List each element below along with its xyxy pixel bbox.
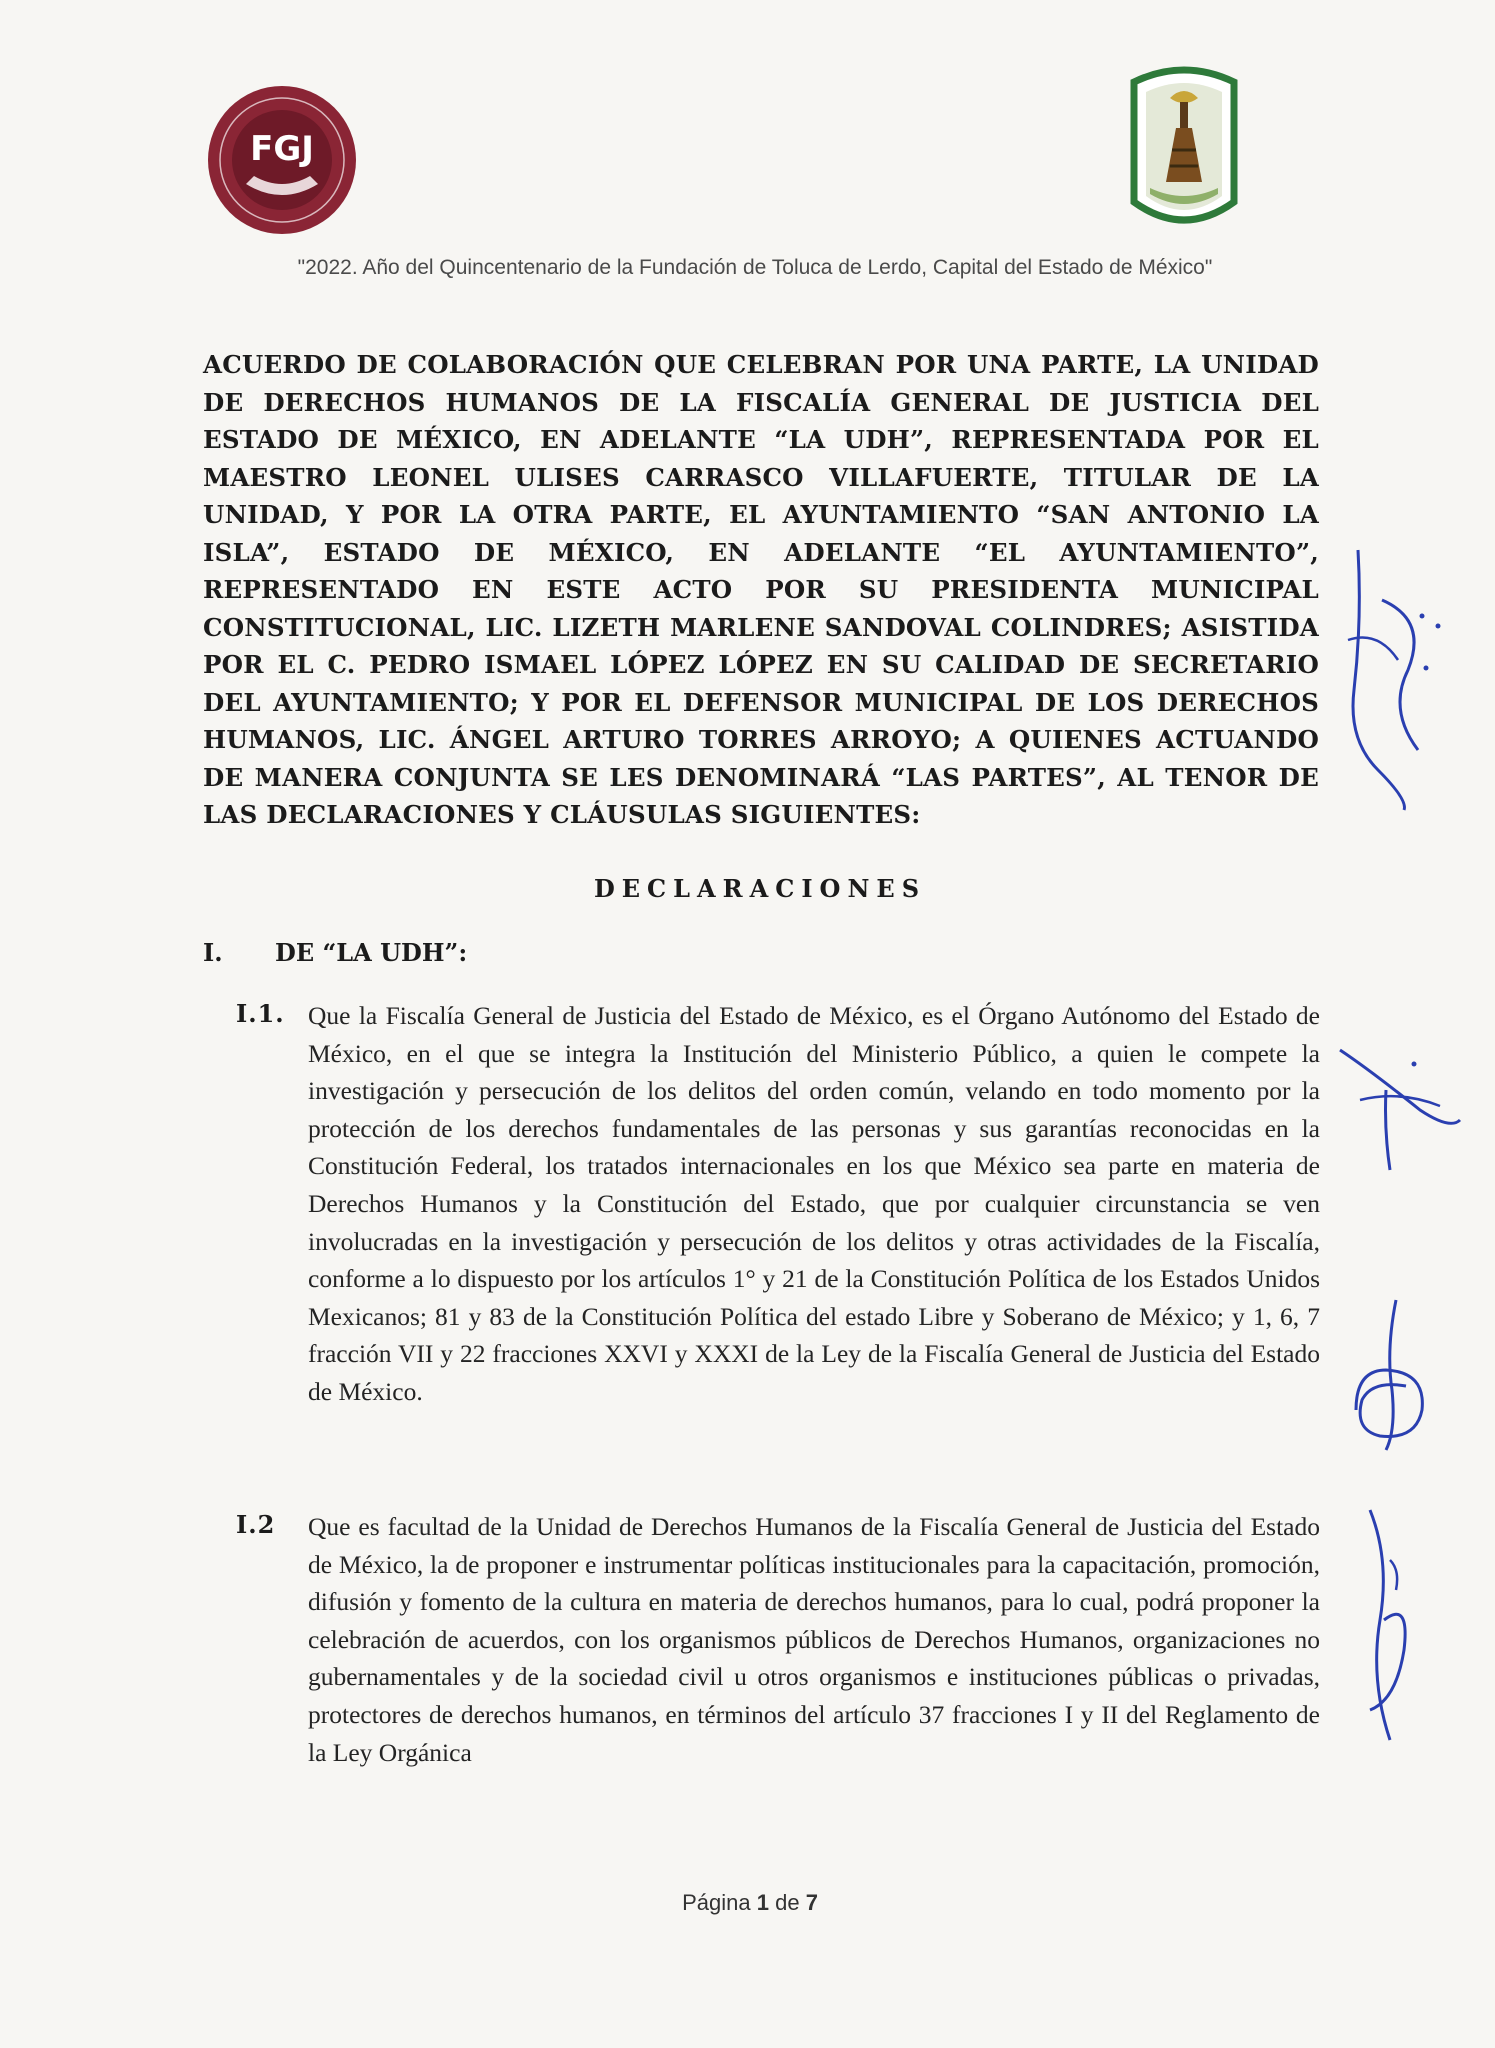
footer-of-word: de (775, 1890, 800, 1915)
section-heading-declaraciones: DECLARACIONES (593, 874, 927, 903)
fgj-logo (206, 84, 358, 236)
margin-signature-3 (1336, 1290, 1446, 1460)
footer-page-number: 1 (756, 1890, 769, 1915)
fgj-logo-text: FGJ (250, 129, 314, 169)
agreement-title: ACUERDO DE COLABORACIÓN QUE CELEBRAN POR UNA PARTE, LA UNIDAD DE DERECHOS HUMANOS DE LA FISCALÍA GENERAL DE JUSTICIA DEL ESTADO DE MÉXICO, EN ADELANTE “LA UDH”, REPRESENTADA POR EL MAESTRO LEONEL ULISES CARRASCO VILLAFUERTE, TITULAR DE LA UNIDAD, Y POR LA OTRA PARTE, EL AYUNTAMIENTO “SAN ANTONIO LA ISLA”, ESTADO DE MÉXICO, EN ADELANTE “EL AYUNTAMIENTO”, REPRESENTADO EN ESTE ACTO POR SU PRESIDENTA MUNICIPAL CONSTITUCIONAL, LIC. LIZETH MARLENE SANDOVAL COLINDRES; ASISTIDA POR EL C. PEDRO ISMAEL LÓPEZ LÓPEZ EN SU CALIDAD DE SECRETARIO DEL AYUNTAMIENTO; Y POR EL DEFENSOR MUNICIPAL DE LOS DERECHOS HUMANOS, LIC. ÁNGEL ARTURO TORRES ARROYO; A QUIENES ACTUANDO DE MANERA CONJUNTA SE LES DENOMINARÁ “LAS PARTES”, AL TENOR DE LAS DECLARACIONES Y CLÁUSULAS SIGUIENTES: (203, 350, 1319, 829)
municipal-crest-logo (1126, 62, 1242, 234)
margin-signature-4 (1340, 1500, 1440, 1750)
header-tagline: "2022. Año del Quincentenario de la Fundación de Toluca de Lerdo, Capital del Estado de México" (297, 256, 1213, 279)
clause-text: Que la Fiscalía General de Justicia del Estado de México, es el Órgano Autónomo del Estado de México, en el que se integra la Institución del Ministerio Público, a quien le compete la investigación y persecución de los delitos del orden común, velando en todo momento por la protección de los derechos fundamentales de las personas y sus garantías reconocidas en la Constitución Federal, los tratados internacionales en los que México sea parte en materia de Derechos Humanos y la Constitución del Estado, que por cualquier circunstancia se ven involucradas en la investigación y persecución de los delitos y otras actividades de la Fiscalía, conforme a lo dispuesto por los artículos 1° y 21 de la Constitución Política de los Estados Unidos Mexicanos; 81 y 83 de la Constitución Política del estado Libre y Soberano de México; y 1, 6, 7 fracción VII y 22 fracciones XXVI y XXXI de la Ley de la Fiscalía General de Justicia del Estado de México. (308, 1001, 1320, 1406)
clause-number: I.1. (236, 999, 285, 1028)
clause-text: Que es facultad de la Unidad de Derechos Humanos de la Fiscalía General de Justicia del Estado de México, la de proponer e instrumentar políticas institucionales para la capacitación, promoción, difusión y fomento de la cultura en materia de derechos humanos, para lo cual, podrá proponer la celebración de acuerdos, con los organismos públicos de Derechos Humanos, organizaciones no gubernamentales y de la sociedad civil u otros organismos e instituciones públicas o privadas, protectores de derechos humanos, en términos del artículo 37 fracciones I y II del Reglamento de la Ley Orgánica (308, 1512, 1320, 1767)
footer-total-pages: 7 (805, 1890, 818, 1915)
margin-signature-1 (1318, 540, 1458, 820)
page-footer (600, 1890, 900, 1916)
subsection-title: DE “LA UDH”: (275, 938, 468, 967)
margin-signature-2 (1330, 1040, 1470, 1180)
clause-number: I.2 (236, 1510, 276, 1539)
subsection-number: I. (203, 938, 223, 967)
footer-page-word: Página (682, 1890, 751, 1915)
